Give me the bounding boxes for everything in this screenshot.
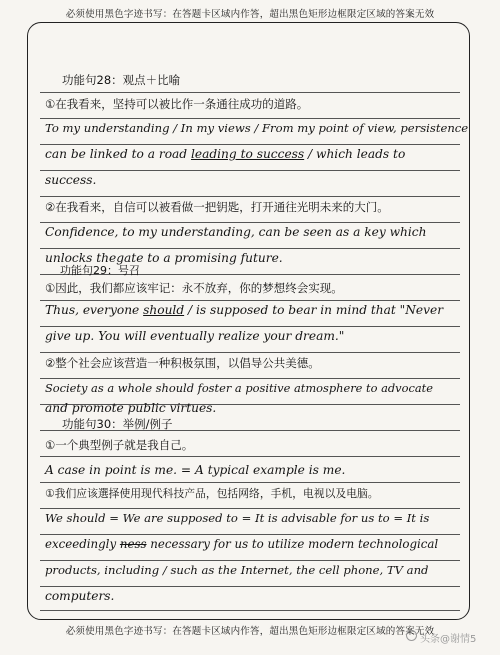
english-line: exceedingly ness necessary for us to utilize modern technological [45,537,439,551]
english-line: A case in point is me. = A typical example is me. [45,463,346,477]
ruled-line [40,560,460,561]
english-line: computers. [45,589,115,603]
chinese-sentence: ①在我看来，坚持可以被比作一条通往成功的道路。 [45,97,309,111]
section-heading: 功能句28：观点＋比喻 [62,73,181,87]
chinese-sentence: ②在我看来，自信可以被看做一把钥匙，打开通往光明未来的大门。 [45,200,389,214]
header-notice: 必须使用黑色字迹书写：在答题卡区域内作答，超出黑色矩形边框限定区域的答案无效 [65,9,435,20]
english-line: can be linked to a road leading to success / which leads to [45,147,406,161]
ruled-line [40,586,460,587]
chinese-sentence: ①我们应该選择使用现代科技产品，包括网络，手机，电视以及电脑。 [45,487,379,500]
ruled-line [40,170,460,171]
footer-notice: 必须使用黑色字迹书写：在答题卡区域内作答，超出黑色矩形边框限定区域的答案无效 [65,626,435,637]
english-line: We should = We are supposed to = It is advisable for us to = It is [45,511,430,525]
ruled-line [40,534,460,535]
ruled-line [40,144,460,145]
ruled-line [40,248,460,249]
ruled-line [40,352,460,353]
ruled-line [40,508,460,509]
chinese-sentence: ②整个社会应该营造一种积极氛围，以倡导公共美德。 [45,356,320,370]
ruled-line [40,118,460,119]
ruled-line [40,610,460,611]
watermark-logo-icon [406,630,417,641]
section-heading: 功能句29：号召 [60,264,140,277]
ruled-line [40,92,460,93]
ruled-line [40,196,460,197]
watermark: 头条@谢情5 [420,634,477,645]
english-line: To my understanding / In my views / From my point of view, persistence [45,121,469,135]
ruled-line [40,300,460,301]
chinese-sentence: ①因此，我们都应该牢记：永不放弃，你的梦想终会实现。 [45,281,343,295]
ruled-line [40,482,460,483]
section-heading: 功能句30：举例/例子 [62,417,173,431]
english-line: Confidence, to my understanding, can be seen as a key which [45,225,427,239]
english-line: Society as a whole should foster a positive atmosphere to advocate [45,381,433,395]
english-line: and promote public virtues. [45,401,217,415]
ruled-line [40,456,460,457]
english-line: Thus, everyone should / is supposed to bear in mind that "Never [45,303,444,317]
ruled-line [40,222,460,223]
english-line: products, including / such as the Internet, the cell phone, TV and [45,563,429,577]
ruled-line [40,378,460,379]
chinese-sentence: ①一个典型例子就是我自己。 [45,438,194,452]
ruled-line [40,326,460,327]
english-line: unlocks thegate to a promising future. [45,251,283,265]
english-line: success. [45,173,97,187]
english-line: give up. You will eventually realize your dream." [45,329,345,343]
